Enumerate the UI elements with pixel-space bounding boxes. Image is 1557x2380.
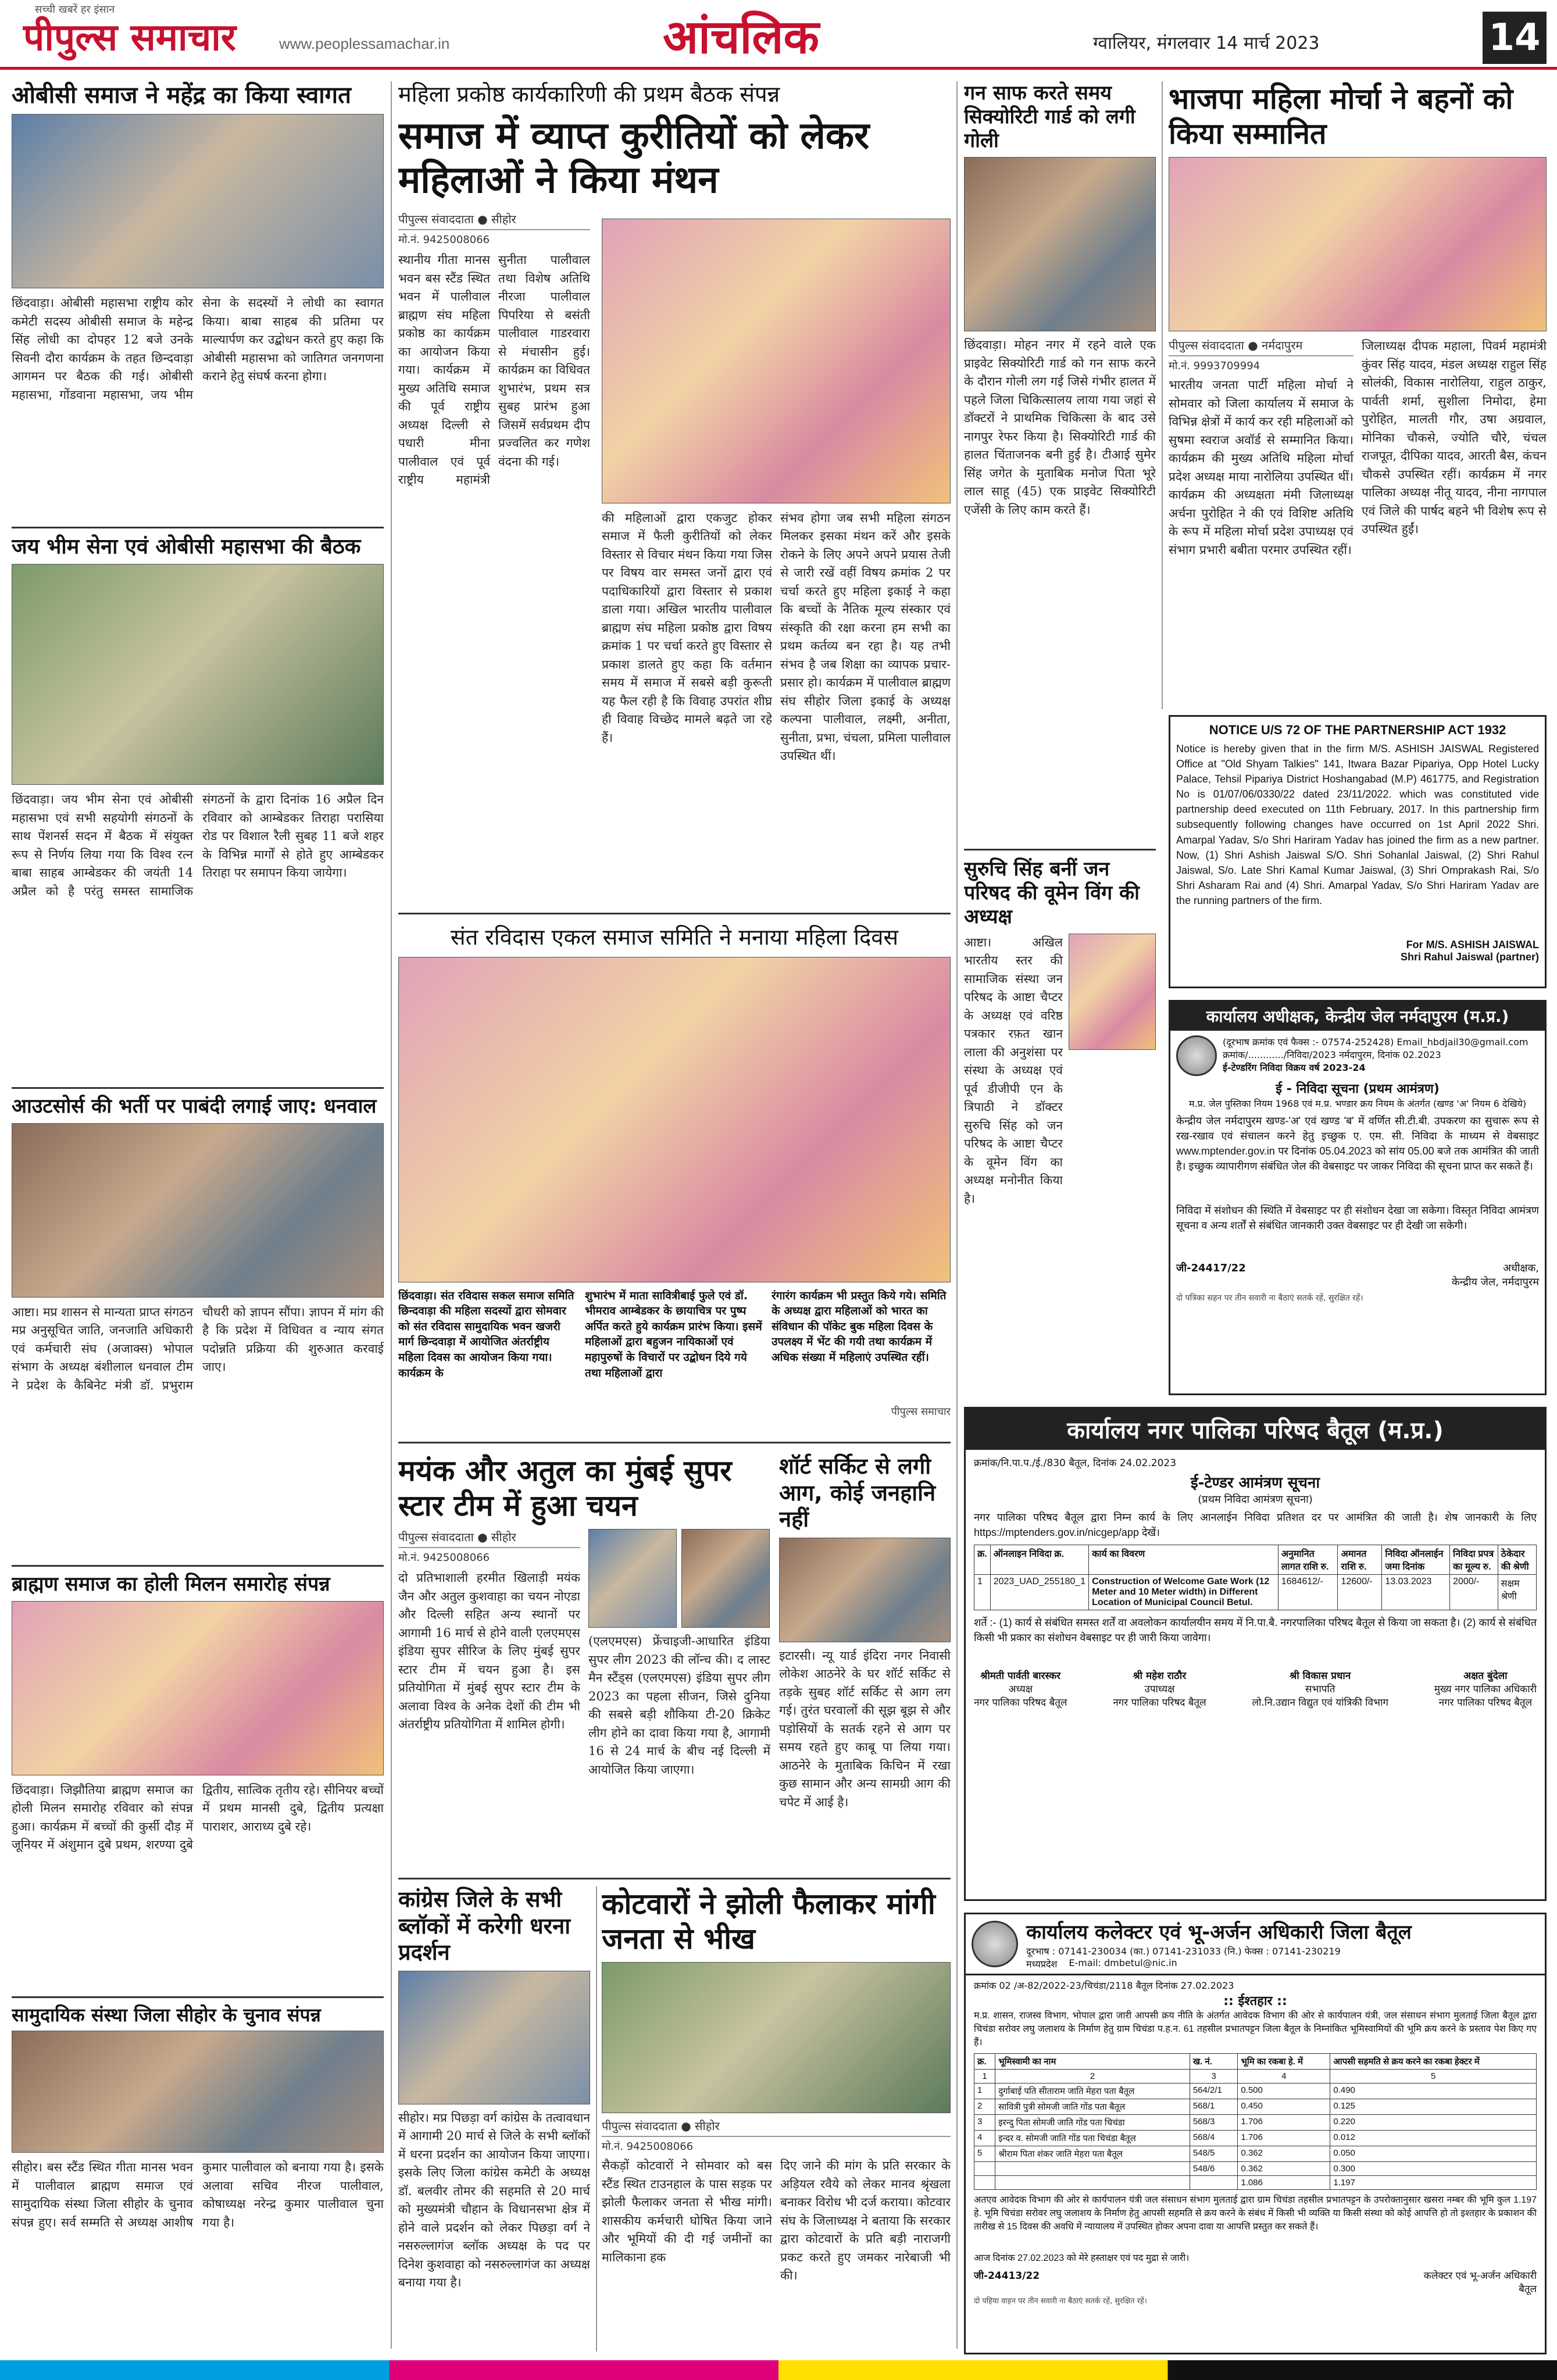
collector-ad-body: म.प्र. शासन, राजस्व विभाग, भोपाल द्वारा जारी आपसी क्रय नीति के अंतर्गत आवेदक विभाग की ओर से कार्यपालन यंत्री, जल संसाधन संभाग मुलताई जिला बैतूल द्वारा चिचंडा सरोवर लघु जलाशय के निर्माण हेतु ग्राम चिचंडा प.ह.न. 61 तहसील प्रभातपट्टन जिला बैतूल के निम्नांकित भूमिस्वामियों की भूमि क्रय करने के प्रस्ताव पेश किए गए हैं। (974, 2011, 1537, 2048)
article-body-outsource: आष्टा। मप्र शासन से मान्यता प्राप्त संगठन मप्र अनुसूचित जाति, जनजाति अधिकारी एवं कर्मचारी संघ (अजाक्स) भोपाल संभाग के अध्यक्ष बंशीलाल धनवाल टीम ने प्रदेश के कैबिनेट मंत्री डॉ. प्रभुराम चौधरी को ज्ञापन सौंपा। ज्ञापन में मांग की है कि प्रदेश में विधिवत व न्याय संगत पदोन्नति प्रक्रिया की शुरुआत करवाई जाए। (12, 1305, 384, 1392)
jail-ad-ref: क्रमांक/............/निविदा/2023 नर्मदापुरम, दिनांक 02.2023 (1223, 1049, 1441, 1060)
table-cell: 0.012 (1330, 2130, 1537, 2146)
partnership-notice-title: NOTICE U/S 72 OF THE PARTNERSHIP ACT 1932 (1209, 723, 1506, 737)
lead-story (398, 81, 951, 907)
guard-headline: गन साफ करते समय सिक्योरिटी गार्ड को लगी गोली (964, 81, 1135, 152)
photo-credit: पीपुल्स समाचार (891, 1405, 951, 1418)
table-cell: 1 (974, 1575, 991, 1610)
bjp-story (1169, 81, 1547, 709)
collector-betul-ad (964, 1913, 1547, 2354)
land-table-header: क्र. (974, 2053, 995, 2069)
table-cell (974, 2175, 995, 2189)
betul-table-header: निविदा प्रपत्र का मूल्य रु. (1450, 1545, 1498, 1575)
table-row (974, 2175, 1537, 2189)
collector-ad-head: :: ईश्तहार :: (1223, 1994, 1287, 2009)
column-rule (1162, 81, 1163, 709)
website-url[interactable]: www.peoplessamachar.in (279, 35, 450, 52)
table-cell (1190, 2175, 1238, 2189)
betul-ad-terms: शर्ते :- (1) कार्य से संबंधित समस्त शर्तें वा अवलोकन कार्यालयीन समय में नि.पा.बै. नगरपालिका परिषद बैतूल से किया जा सकता है। (2) कार्य से संबंधित किसी भी प्रकार का संशोधन वेबसाइट पर ही जारी किया जावेगा। (974, 1617, 1537, 1644)
table-cell: 0.125 (1330, 2099, 1537, 2114)
betul-table-header: ऑनलाइन निविदा क्र. (990, 1545, 1088, 1575)
ravidas-caption-2: शुभारंभ में माता सावित्रीबाई फुले एवं डॉ. भीमराव आम्बेडकर के छायाचित्र पर पुष्प अर्पित करते हुये कार्यक्रम प्रारंभ किया। इसमें महिलाओं द्वारा बहुजन नायिकाओं एवं महापुरुषों के विचारों पर उद्बोधन दिये गये तथा महिलाओं द्वारा (585, 1289, 762, 1380)
guard-body: छिंदवाड़ा। मोहन नगर में रहने वाले एक प्राइवेट सिक्योरिटी गार्ड को गन साफ करने के दौरान गोली लग गई जिसे गंभीर हालत में पहले जिला चिकित्सालय लाया गया जहां से डॉक्टरों ने प्राथमिक चिकित्सा के बाद उसे नागपुर रेफर किया है। सिक्योरिटी गार्ड की हालत चिंताजनक बनी हुई है। टीआई सुमेर सिंह जगेत के मुताबिक मनोज पिता भूरे लाल साहू (45) एक प्राइवेट सिक्योरिटी एजेंसी के लिए काम करते हैं। (964, 338, 1156, 517)
suruchi-body: आष्टा। अखिल भारतीय स्तर की सामाजिक संस्था जन परिषद के आष्टा चैप्टर के अध्यक्ष एवं वरिष्ठ पत्रकार रफ़त खान लाला की अनुशंसा पर संस्था के अध्यक्ष एवं पूर्व डीजीपी एन के त्रिपाठी ने डॉक्टर सुरुचि सिंह को जन परिषद के आष्टा चैप्टर के वूमेन विंग का अध्यक्ष मनोनीत किया है। (964, 935, 1063, 1206)
divider (398, 1878, 951, 1879)
divider (12, 1996, 384, 1998)
betul-signatories (974, 1668, 1537, 1709)
betul-municipality-ad (964, 1407, 1547, 1901)
newspaper-logo: पीपुल्स समाचार (23, 16, 236, 59)
photo-player-mayank (588, 1529, 677, 1628)
photo-guard-hospital (964, 157, 1156, 331)
headline-obc: ओबीसी समाज ने महेंद्र का किया स्वागत (12, 82, 351, 109)
lead-body-part3: संभव होगा जब सभी महिला संगठन मिलकर इसका मंथन करें और इसके रोकने के लिए अपने अपने प्रयास तेजी से जारी रखें वहीं विषय क्रमांक 2 पर चर्चा करते हुए महिला इकाई ने कहा कि बच्चों के नैतिक मूल्य संस्कार एवं संस्कृति की रक्षा करना हम सभी का प्रथम कर्तव्य बन रहा है। यह तभी संभव है जब शिक्षा का व्यापक प्रचार-प्रसार हो। कार्यक्रम में पालीवाल ब्राह्मण संघ सीहोर जिला इकाई के अध्यक्ष कल्पना पालीवाल, लक्ष्मी, अनीता, सुनीता, प्रभा, चंचला, प्रमिला पालीवाल उपस्थित थीं। (780, 510, 951, 763)
betul-table-header: कार्य का विवरण (1089, 1545, 1279, 1575)
collector-ad-email[interactable]: E-mail: dmbetul@nic.in (1069, 1957, 1177, 1968)
table-cell: Construction of Welcome Gate Work (12 Meter and 10 Meter width) in Different Location of Municipal Council Betul. (1089, 1575, 1279, 1610)
betul-ad-body: नगर पालिका परिषद बैतूल द्वारा निम्न कार्य के लिए आनलाईन निविदा प्रतिशत दर पर आमंत्रित की जाती है। शेष जानकारी के लिए https://mptenders.gov.in/nicgep/app देखें। (974, 1511, 1537, 1539)
article-body-brahmin-holi: छिंदवाड़ा। जिझौतिया ब्राह्मण समाज का होली मिलन समारोह रविवार को संपन्न हुआ। कार्यक्रम में बच्चों की कुर्सी दौड़ में जूनियर में अंशुमान दुबे प्रथम, शरण्या दुबे द्वितीय, सात्विक तृतीय रहे। सीनियर बच्चों में प्रथम मानसी दुबे, द्वितीय प्रत्यक्षा पाराशर, आराध्य दुबे रहे। (12, 1782, 384, 1852)
headline-outsource: आउटसोर्स की भर्ती पर पाबंदी लगाई जाए: धनवाल (12, 1095, 377, 1118)
signatory-role1: सभापति (1305, 1684, 1335, 1696)
table-cell: सावित्री पुत्री सोमजी जाति गोंड पता बैतूल (995, 2099, 1190, 2114)
table-cell: 564/2/1 (1190, 2083, 1238, 2099)
kotwar-byline: पीपुल्स संवाददाता ● सीहोर (602, 2118, 951, 2137)
signatory-role2: नगर पालिका परिषद बैतूल (974, 1697, 1067, 1709)
collector-ad-ref-no: जी-24413/22 (974, 2270, 1040, 2282)
land-table-index: 3 (1190, 2069, 1238, 2083)
jail-ad-ref-no: जी-24417/22 (1176, 1262, 1246, 1274)
table-cell: 568/1 (1190, 2099, 1238, 2114)
photo-kotwar-protest (602, 1962, 951, 2113)
signatory-role2: नगर पालिका परिषद बैतूल (1438, 1697, 1533, 1709)
table-cell: 5 (974, 2146, 995, 2161)
land-purchase-table (974, 2053, 1537, 2190)
photo-election (12, 2031, 384, 2153)
article-body-community-election: सीहोर। बस स्टैंड स्थित गीता मानस भवन में पालीवाल ब्राह्मण समाज एवं सामुदायिक संस्था जिला सीहोर के चुनाव संपन्न हुए। सर्व सम्मति से अध्यक्ष आशीष कुमार पालीवाल को बनाया गया है। इसके अलावा सचिव नीरज पालीवाल, कोषाध्यक्ष नरेन्द्र कुमार पालीवाल चुना गया है। (12, 2160, 384, 2229)
kotwar-body-part2: दिए जाने की मांग के प्रति सरकार के अड़ियल रवैये को लेकर मानव श्रृंखला बनाकर विरोध भी दर्ज कराया। कोटवार संघ के जिलाध्यक्ष ने बताया कि सरकार द्वारा कोटवारों के प्रति बड़ी नाराजगी प्रकट करते हुए जमकर नारेबाजी भी की। (780, 2159, 951, 2282)
table-cell: 2023_UAD_255180_1 (990, 1575, 1088, 1610)
signatory-role2: नगर पालिका परिषद बैतूल (1113, 1697, 1206, 1709)
land-table-index: 5 (1330, 2069, 1537, 2083)
table-cell: 548/5 (1190, 2146, 1238, 2161)
bjp-body-part2: जिलाध्यक्ष दीपक महाला, पिवर्म महामंत्री कुंवर सिंह यादव, मंडल अध्यक्ष राहुल सिंह सोलंकी, विकास नारोलिया, राहुल ठाकुर, पार्वती शर्मा, सुशीला निमोदा, हेमा पुरोहित, मालती गौर, उषा अग्रवाल, मोनिका चौकसे, ज्योति चौरे, चंचल राजपूत, दीपिका यादव, आरती बैस, कंचन चौकसे उपस्थित रहीं। कार्यक्रम में नगर पालिका अध्यक्ष नीतू यादव, नीना नागपाल एवं जिले की पार्षद बहने भी विशेष रूप से उपस्थित हुईं। (1362, 339, 1547, 536)
article-body-obc: छिंदवाड़ा। ओबीसी महासभा राष्ट्रीय कोर कमेटी सदस्य ओबीसी समाज के महेन्द्र सिंह लोधी का दोपहर 12 बजे उनके सिवनी दौरा कार्यक्रम के तहत छिन्दवाड़ा आगमन पर बैठक की गई। ओबीसी महासभा, गोंडवाना महासभा, जय भीम सेना के सदस्यों ने लोधी का स्वागत किया। बाबा साहब की प्रतिमा पर माल्यार्पण कर उद्बोधन करते हुए कहा कि ओबीसी महासभा को जातिगत जनगणना कराने हेतु संघर्ष करना होगा। (12, 296, 384, 402)
article-body-jai-bhim: छिंदवाड़ा। जय भीम सेना एवं ओबीसी महासभा एवं सभी सहयोगी संगठनों के साथ पेंशनर्स सदन में बैठक में संयुक्त रूप से निर्णय लिया गया कि विश्व रत्न बाबा साहब आम्बेडकर की जयंती 14 अप्रैल को है परंतु समस्त सामाजिक संगठनों के द्वारा दिनांक 16 अप्रैल दिन रविवार को आम्बेडकर तिराहा परासिया रोड पर विशाल रैली सुबह 11 बजे शहर के विभिन्न मार्गों से होते हुए आम्बेडकर तिराहा पर समापन किया जायेगा। (12, 792, 384, 898)
table-cell: 1.706 (1238, 2130, 1330, 2146)
table-cell: 4 (974, 2130, 995, 2146)
photo-holi-milan (12, 1601, 384, 1775)
partnership-notice-body: Notice is hereby given that in the firm M/S. ASHISH JAISWAL Registered Office at "Old Shyam Talkies" 141, Itwara Bazar Pipariya, Opp Hotel Lucky Palace, Tehsil Pipariya District Hoshangabad (M.P) 461775, and Registration No is 01/07/06/0330/22 dated 23/11/2022. which was constituted vide partnership deed executed on 11th February, 2017. In this partnership firm subsequently following changes have occurred on 1st April 2022 Shri. Amarpal Yadav, S/o Shri Hariram Yadav has joined the firm as a new partner. Now, (1) Shri Ashish Jaiswal S/O. Shri Sohanlal Jaiswal, (2) Shri Rahul Jaiswal, S/o. Late Shri Kamal Kumar Jaiswal, (3) Shri Omprakash Rai, S/o Shri Asharam Rai and (4) Shri. Amarpal Yadav, S/o Shri Hariram Yadav are the running partners of the firm. (1176, 743, 1539, 906)
signatory (1434, 1668, 1537, 1709)
column-4 (964, 81, 1156, 1395)
betul-tender-table (974, 1545, 1537, 1610)
betul-table-header: ठेकेदार की श्रेणी (1498, 1545, 1536, 1575)
bjp-body-part1: भारतीय जनता पार्टी महिला मोर्चा ने सोमवार को जिला कार्यालय में समाज के विभिन्न क्षेत्रों में कार्य कर रही महिलाओं को सुषमा स्वराज अवॉर्ड से सम्मानित किया। कार्यक्रम की मुख्य अतिथि महिला मोर्चा प्रदेश अध्यक्ष माया नारोलिया उपस्थित थीं। कार्यक्रम की अध्यक्षता मंमी जिलाध्यक्ष अर्चना पुरोहित ने की एवं विशिष्ट अतिथि के रूप में महिला मोर्चा प्रदेश उपाध्यक्ष एवं संभाग प्रभारी बबीता परमार उपस्थित रहीं। (1169, 378, 1354, 557)
mayank-byline: पीपुल्स संवाददाता ● सीहोर (398, 1529, 580, 1548)
lead-kicker: महिला प्रकोष्ठ कार्यकारिणी की प्रथम बैठक संपन्न (398, 81, 780, 107)
divider (12, 527, 384, 528)
suruchi-headline: सुरुचि सिंह बनीं जन परिषद की वूमेन विंग की अध्यक्ष (964, 857, 1140, 928)
signatory-role2: लो.नि.उद्यान विद्युत एवं यांत्रिकी विभाग (1252, 1697, 1388, 1709)
collector-ad-body-3: आज दिनांक 27.02.2023 को मेरे हस्ताक्षर एवं पद मुद्रा से जारी। (974, 2253, 1190, 2263)
signatory-name: श्री विकास प्रधान (1290, 1670, 1351, 1682)
kotwar-body-part1: सैकड़ों कोटवारों ने सोमवार को बस स्टैंड स्थित टाउनहाल के पास सड़क पर झोली फैलाकर जनता से भीख मांगी। शासकीय कर्मचारी घोषित किया जाने और भूमियों की दी गई जमीनों का मालिकाना हक (602, 2159, 772, 2264)
land-table-header: आपसी सहमति से क्रय करने का रकबा हेक्टर में (1330, 2053, 1537, 2069)
table-cell: इन्दर व. सोमजी जाति गोंड पता चिचंडा बैतूल (995, 2130, 1190, 2146)
table-cell: 568/4 (1190, 2130, 1238, 2146)
table-row (974, 2130, 1537, 2146)
jail-ad-subtitle: ई-टेण्डरिंग निविदा विक्रय वर्ष 2023-24 (1223, 1062, 1366, 1073)
divider (12, 1565, 384, 1567)
jail-tender-ad (1169, 1000, 1547, 1395)
betul-table-header: क्र. (974, 1545, 991, 1575)
mayank-mobile: मो.नं. 9425008066 (398, 1552, 490, 1564)
lead-mobile: मो.नं. 9425008066 (398, 234, 490, 246)
table-row (974, 2146, 1537, 2161)
signatory-name: श्री महेश राठौर (1133, 1670, 1187, 1682)
divider (12, 1087, 384, 1089)
photo-congress (398, 1971, 590, 2104)
table-cell: 2000/- (1450, 1575, 1498, 1610)
betul-ad-sub: (प्रथम निविदा आमंत्रण सूचना) (1198, 1493, 1313, 1506)
jail-ad-body: केन्द्रीय जेल नर्मदापुरम खण्ड-'अ' एवं खण्ड 'ब' में वर्णित सी.टी.बी. उपकरण का सुचारू रूप से रख-रखाव एवं संचालन करने हेतु इच्छुक ए. एम. सी. निविदा के माध्यम से वेबसाइट www.mptender.gov.in पर दिनांक 05.04.2023 को सांय 05.00 बजे तक आमंत्रित की जाती है। इच्छुक व्यापारीगण संबंधित जेल की वेबसाइट पर जाकर निविदा की सूचना प्राप्त कर सकते हैं। (1176, 1115, 1539, 1173)
dateline: ग्वालियर, मंगलवार 14 मार्च 2023 (1093, 33, 1320, 53)
table-cell: 3 (974, 2114, 995, 2130)
table-cell: 13.03.2023 (1382, 1575, 1450, 1610)
section-title: आंचलिक (663, 9, 819, 64)
jail-ad-sign-2: केन्द्रीय जेल, नर्मदापुरम (1451, 1276, 1539, 1288)
lead-body-part1: स्थानीय गीता मानस भवन बस स्टैंड स्थित भवन में पालीवाल ब्राह्मण संघ महिला प्रकोष्ठ का कार्यक्रम का आयोजन किया गया। कार्यक्रम में मुख्य अतिथि समाज की पूर्व राष्ट्रीय अध्यक्ष दिल्ली से पधारी मीना पालीवाल एवं पूर्व राष्ट्रीय महामंत्री सुनीता पालीवाल तथा विशेष अतिथि नीरजा पालीवाल पिपरिया से बसंती पालीवाल गाडरवारा से मंचासीन हुई। कार्यक्रम का विधिवत शुभारंभ, प्रथम सत्र सुबह प्रारंभ हुआ जिसमें सर्वप्रथम दीप प्रज्वलित कर गणेश वंदना की गई। (398, 253, 590, 487)
mayank-body-part2: (एलएमएस) फ्रेंचाइजी-आधारित इंडिया सुपर लीग 2023 की लॉन्च की। द लास्ट मैन स्टैंड्स (एलएमएस) इंडिया सुपर लीग 2023 का पहला सीजन, जिसे दुनिया की सबसे बड़ी शौकिया टी-20 क्रिकेट लीग होने का दावा किया गया है, आगामी 16 से 24 मार्च के बीच नई दिल्ली में आयोजित किया जाएगा। (588, 1634, 770, 1777)
table-cell: 1.706 (1238, 2114, 1330, 2130)
photo-memorandum (12, 1123, 384, 1298)
collector-ad-contact: दूरभाष : 07141-230034 (का.) 07141-231033 (नि.) फेक्स : 07141-230219 (1026, 1946, 1341, 1957)
headline-brahmin-holi: ब्राह्मण समाज का होली मिलन समारोह संपन्न (12, 1572, 330, 1596)
divider (964, 849, 1156, 850)
lead-body-part2: की महिलाओं द्वारा एकजुट होकर समाज में फैली कुरीतियों को लेकर विस्तार से विचार मंथन किया गया जिस पर विषय वार समस्त जनों द्वारा एवं पदाधिकारियों द्वारा विस्तार से प्रकाश डाला गया। अखिल भारतीय पालीवाल ब्राह्मण संघ महिला प्रकोष्ठ द्वारा विषय क्रमांक 1 पर चर्चा करते हुए विस्तार से प्रकाश डालते हुए कहा कि वर्तमान समय में समाज में सबसे बड़ी कुरूती यह फैल रही है कि विवाह उपरांत शीघ्र ही विवाह विच्छेद मामले बढ़ते जा रहे हैं। (602, 510, 772, 745)
congress-headline: कांग्रेस जिले के सभी ब्लॉकों में करेगी धरना प्रदर्शन (398, 1886, 571, 1966)
fire-body: इटारसी। न्यू यार्ड इंदिरा नगर निवासी लोकेश आठनेरे के घर शॉर्ट सर्किट से तड़के सुबह शॉर्ट सर्किट से आग लग गई। तुरंत घरवालों की सूझ बूझ से और पड़ोसियों के सतर्क रहने से आग पर समय रहते हुए काबू पा लिया गया। आठनेरे के मुताबिक किचिन में रखा कुछ सामान और अन्य सामग्री आग की चपेट में आई है। (779, 1648, 951, 1809)
collector-ad-footnote: दो पहिया वाहन पर तीन सवारी ना बैठाएं सतर्क रहें, सुरक्षित रहें। (974, 2296, 1147, 2306)
partnership-sign-partner: Shri Rahul Jaiswal (partner) (1400, 951, 1539, 963)
betul-table-header: अमानत राशि रु. (1338, 1545, 1382, 1575)
government-emblem-icon (972, 1921, 1018, 1967)
table-row (974, 2083, 1537, 2099)
partnership-sign-firm: For M/S. ASHISH JAISWAL (1406, 939, 1539, 950)
masthead (0, 0, 1557, 70)
table-cell: 0.490 (1330, 2083, 1537, 2099)
signatory-name: श्रीमती पार्वती बारस्कर (980, 1670, 1061, 1682)
jail-ad-contact: (दूरभाष क्रमांक एवं फैक्स :- 07574-252428) Email_hbdjail30@gmail.com (1223, 1037, 1529, 1048)
land-table-header: भूमि का रकबा हे. में (1238, 2053, 1330, 2069)
collector-ad-place: मध्यप्रदेश (1026, 1959, 1058, 1970)
betul-table-header: अनुमानित लागत राशि रु. (1278, 1545, 1338, 1575)
table-cell: 1.086 (1238, 2175, 1330, 2189)
fire-headline: शॉर्ट सर्किट से लगी आग, कोई जनहानि नहीं (779, 1453, 936, 1532)
table-row (974, 2161, 1537, 2175)
mayank-body-part1: दो प्रतिभाशाली हरमीत खिलाड़ी मयंक जैन और अतुल कुशवाहा का चयन नोएडा और दिल्ली सहित अन्य स्थानों पर आगामी 16 मार्च से होने वाली एलएमएस इंडिया सुपर सीरिज के लिए मुंबई सुपर स्टार टीम में चयन हुआ है। इस प्रतियोगिता में मुंबई सुपर स्टार टीम के अलावा विश्व के अनेक देशों की टीम भी अंतर्राष्ट्रीय प्रतियोगिता में शामिल होगी। (398, 1571, 580, 1731)
column-left (12, 81, 384, 2349)
table-cell: 0.220 (1330, 2114, 1537, 2130)
table-cell: 12600/- (1338, 1575, 1382, 1610)
jail-ad-footnote: दो पत्रिका सहन पर तीन सवारी ना बैठाएं सतर्क रहें, सुरक्षित रहें। (1176, 1293, 1363, 1303)
ravidas-caption-1: छिंदवाड़ा। संत रविदास सकल समाज समिति छिन्दवाड़ा की महिला सदस्यों द्वारा सोमवार को संत रविदास सामुदायिक भवन खजरी मार्ग छिन्दवाड़ा में आयोजित अंतर्राष्ट्रीय महिला दिवस का आयोजन किया गया। कार्यक्रम के (398, 1289, 574, 1380)
table-cell: 548/6 (1190, 2161, 1238, 2175)
mayank-story (398, 1453, 770, 1872)
photo-bjp-honour (1169, 157, 1547, 331)
headline-community-election: सामुदायिक संस्था जिला सीहोर के चुनाव संपन्न (12, 2003, 321, 2026)
betul-table-header: निविदा ऑनलाईन जमा दिनांक (1382, 1545, 1450, 1575)
table-cell: इरन्दु पिता सोमजी जाति गोंड पता चिचंडा (995, 2114, 1190, 2130)
land-table-index: 2 (995, 2069, 1190, 2083)
photo-suruchi (1069, 934, 1156, 1050)
land-table-index: 4 (1238, 2069, 1330, 2083)
jail-ad-title: कार्यालय अधीक्षक, केन्द्रीय जेल नर्मदापुरम (म.प्र.) (1170, 1002, 1545, 1031)
land-table-index: 1 (974, 2069, 995, 2083)
betul-ad-head: ई-टेण्डर आमंत्रण सूचना (1190, 1474, 1320, 1492)
betul-ad-ref: क्रमांक/नि.पा.प./ई./830 बैतूल, दिनांक 24.02.2023 (974, 1457, 1177, 1469)
jail-ad-body-2: निविदा में संशोधन की स्थिति में वेबसाइट पर ही संशोधन देखा जा सकेगा। विस्तृत निविदा आमंत्रण सूचना व अन्य शर्तों से संबंधित जानकारी उक्त वेबसाइट पर ही देखी जा सकेगी। (1176, 1205, 1539, 1232)
bjp-mobile: मो.नं. 9993709994 (1169, 360, 1260, 372)
table-cell: 0.450 (1238, 2099, 1330, 2114)
table-cell: 1.197 (1330, 2175, 1537, 2189)
table-row (974, 2114, 1537, 2130)
signatory (1252, 1668, 1388, 1709)
table-cell: 0.050 (1330, 2146, 1537, 2161)
table-cell (995, 2175, 1190, 2189)
column-rule (391, 81, 392, 2349)
land-table-header: ख. नं. (1190, 2053, 1238, 2069)
table-cell: 1 (974, 2083, 995, 2099)
partnership-notice (1169, 715, 1547, 988)
print-color-bar (0, 2360, 1557, 2380)
table-cell (995, 2161, 1190, 2175)
table-cell (974, 2161, 995, 2175)
photo-player-atul (681, 1529, 770, 1628)
photo-obc-welcome (12, 114, 384, 288)
table-cell: दुर्गाबाई पति सीताराम जाति मेहरा पता बैतूल (995, 2083, 1190, 2099)
congress-story (398, 1886, 590, 2352)
table-row (974, 1575, 1537, 1610)
collector-ad-ref: क्रमांक 02 /अ-82/2022-23/चिचंडा/2118 बैतूल दिनांक 27.02.2023 (974, 1980, 1234, 1991)
table-cell: 0.362 (1238, 2146, 1330, 2161)
signatory-role1: मुख्य नगर पालिका अधिकारी (1434, 1684, 1537, 1696)
kotwar-mobile: मो.नं. 9425008066 (602, 2140, 694, 2153)
signatory-role1: उपाध्यक्ष (1144, 1684, 1175, 1696)
congress-body: सीहोर। मप्र पिछड़ा वर्ग कांग्रेस के तत्वावधान में आगामी 20 मार्च से जिले के सभी ब्लॉकों में धरना प्रदर्शन का आयोजन किया जाएगा। इसके लिए जिला कांग्रेस कमेटी के अध्यक्ष डॉ. बलवीर तोमर की सहमति से 20 मार्च को मुख्यमंत्री चौहान के विधानसभा क्षेत्र में होने वाले प्रदर्शन को लेकर पिछड़ा वर्ग ने नसरुल्लागंज ब्लॉक अध्यक्ष के पद पर दिनेश कुशवाहा को नसरुल्लागंज का अध्यक्ष बनाया गया है। (398, 2110, 590, 2290)
betul-ad-title: कार्यालय नगर पालिका परिषद बैतूल (म.प्र.) (966, 1409, 1545, 1450)
collector-ad-sign-2: बैतूल (1519, 2283, 1537, 2295)
ravidas-story (398, 924, 951, 1436)
ravidas-caption-3: रंगारंग कार्यक्रम भी प्रस्तुत किये गये। समिति के अध्यक्ष द्वारा महिलाओं को भारत का संविधान की पॉकेट बुक महिला दिवस के उपलक्ष्य में भेंट की गयी तथा कार्यक्रम में अधिक संख्या में महिलाएं उपस्थित रहीं। (772, 1289, 947, 1364)
collector-ad-sign: कलेक्टर एवं भू-अर्जन अधिकारी (1423, 2270, 1537, 2282)
divider (398, 1442, 951, 1443)
table-cell: 1684612/- (1278, 1575, 1338, 1610)
photo-fire (779, 1538, 951, 1642)
lead-byline: पीपुल्स संवाददाता ● सीहोर (398, 211, 590, 230)
headline-jai-bhim: जय भीम सेना एवं ओबीसी महासभा की बैठक (12, 535, 361, 559)
table-cell: 2 (974, 2099, 995, 2114)
jail-ad-notice-sub: म.प्र. जेल पुस्तिका नियम 1968 एवं म.प्र. भण्डार क्रय नियम के अंतर्गत (खण्ड 'अ' नियम 6 देखिये) (1188, 1098, 1527, 1109)
land-table-header: भूमिस्वामी का नाम (995, 2053, 1190, 2069)
signatory (974, 1668, 1067, 1709)
bjp-byline: पीपुल्स संवाददाता ● नर्मदापुरम (1169, 337, 1354, 356)
jail-ad-notice-head: ई - निविदा सूचना (प्रथम आमंत्रण) (1276, 1082, 1440, 1096)
photo-jai-bhim-meeting (12, 564, 384, 785)
ravidas-headline: संत रविदास एकल समाज समिति ने मनाया महिला दिवस (450, 924, 899, 950)
logo-tagline: सच्ची खबरें हर इंसान (35, 3, 115, 16)
collector-ad-body-2: अतएव आवेदक विभाग की ओर से कार्यपालन यंत्री जल संसाधन संभाग मुलताई द्वारा ग्राम चिचंडा तहसील प्रभातपट्टन के उपरोक्तानुसार खसरा नम्बर की भूमि कुल 1.197 हे. भूमि चिचंडा सरोवर लघु जलाशय के निर्माण हेतु आपसी सहमति से क्रय करने के संबंध में किसी भी व्यक्ति या किसी संस्था को कोई आपत्ति हो तो इश्तहार के प्रकाशन की तारीख से 15 दिवस की अवधि में न्यायालय में उपस्थित होकर अपना दावा या आपत्ति प्रस्तुत कर सकते हैं। (974, 2195, 1537, 2232)
table-cell: श्रीराम पिता शंकर जाति मेहरा पता बैतूल (995, 2146, 1190, 2161)
signatory (1113, 1668, 1206, 1709)
table-row (974, 2099, 1537, 2114)
kotwar-headline: कोटवारों ने झोली फैलाकर मांगी जनता से भीख (602, 1887, 935, 1956)
photo-womens-day (398, 957, 951, 1282)
column-rule (596, 1886, 597, 2352)
signatory-role1: अध्यक्ष (1008, 1684, 1033, 1696)
jail-ad-sign: अधीक्षक, (1503, 1262, 1539, 1274)
kotwar-story (602, 1886, 951, 2352)
fire-story (779, 1453, 951, 1872)
bjp-headline: भाजपा महिला मोर्चा ने बहनों को किया सम्मानित (1169, 82, 1513, 151)
signatory-name: अक्षत बुंदेला (1463, 1670, 1508, 1682)
collector-ad-title: कार्यालय कलेक्टर एवं भू-अर्जन अधिकारी जिला बैतूल (1026, 1921, 1412, 1944)
mayank-headline: मयंक और अतुल का मुंबई सुपर स्टार टीम में हुआ चयन (398, 1454, 732, 1523)
government-emblem-icon (1176, 1035, 1217, 1076)
table-cell: 0.362 (1238, 2161, 1330, 2175)
page-number: 14 (1483, 12, 1547, 64)
table-cell: 0.500 (1238, 2083, 1330, 2099)
table-cell: सक्षम श्रेणी (1498, 1575, 1536, 1610)
table-cell: 0.300 (1330, 2161, 1537, 2175)
table-cell: 568/3 (1190, 2114, 1238, 2130)
lead-headline: समाज में व्याप्त कुरीतियों को लेकर महिलाओं ने किया मंथन (398, 114, 870, 202)
column-rule (956, 81, 958, 2349)
photo-women-meeting (602, 219, 951, 503)
divider (398, 913, 951, 914)
